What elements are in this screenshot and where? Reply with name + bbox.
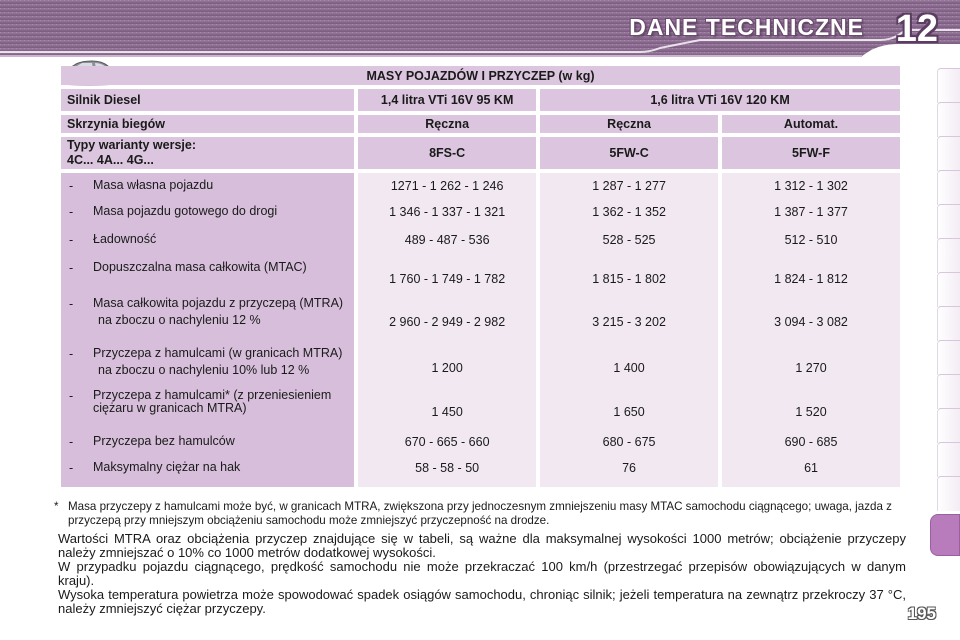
chapter-number: 12 [895, 8, 938, 50]
chapter-tab[interactable] [937, 374, 960, 409]
paragraph-altitude: Wartości MTRA oraz obciążenia przyczep znajdujące się w tabeli, są ważne dla maksymalnej wysokości 1000 metrów; obciążenie przyczepy należy zmniejszać o 10% co 1000 metrów dodatkowej wysokości. [58, 531, 906, 560]
paragraph-speed: W przypadku pojazdu ciągnącego, prędkość samochodu nie może przekraczać 100 km/h (przestrzegać przepisów obowiązujących w danym kraju). [58, 559, 906, 588]
row-dash: - [69, 261, 74, 275]
row-label [69, 261, 346, 297]
table-cell: 1 362 - 1 352 [592, 205, 666, 219]
chapter-tab[interactable] [937, 238, 960, 273]
table-cell: 1 760 - 1 749 - 1 782 [389, 272, 506, 286]
row-dash: - [69, 205, 74, 219]
row-label-text: Przyczepa z hamulcami* (z przeniesieniem ciężaru w granicach MTRA) [93, 388, 332, 415]
table-cell: 3 094 - 3 082 [774, 315, 848, 329]
table-cell: 1 650 [613, 405, 645, 419]
chapter-tab[interactable] [937, 136, 960, 171]
chapter-tab[interactable] [937, 272, 960, 307]
row-dash: - [69, 179, 74, 193]
row-dash: - [69, 461, 74, 475]
table-cell: 1 815 - 1 802 [592, 272, 666, 286]
row-label-text: Przyczepa bez hamulców [93, 434, 235, 448]
row-label [69, 297, 346, 347]
types-label-line-1: Typy warianty wersje: [67, 138, 196, 152]
chapter-tab[interactable] [937, 204, 960, 239]
table-cell: 61 [804, 461, 818, 475]
row-labels [61, 173, 354, 487]
row-label [69, 233, 346, 261]
row-label-text: Dopuszczalna masa całkowita (MTAC) [93, 260, 307, 274]
chapter-tab[interactable] [937, 408, 960, 443]
gearbox-label: Skrzynia biegów [61, 115, 354, 133]
table-cell: 58 - 58 - 50 [415, 461, 480, 475]
chapter-tab-active[interactable] [930, 514, 960, 556]
page-title: DANE TECHNICZNE [629, 14, 864, 40]
table-cell: 3 215 - 3 202 [592, 315, 666, 329]
table-caption: MASY POJAZDÓW I PRZYCZEP (w kg) [61, 66, 900, 85]
chapter-tabs [932, 68, 960, 538]
table-cell: 670 - 665 - 660 [404, 435, 490, 449]
table-cell: 1 824 - 1 812 [774, 272, 848, 286]
type-2: 5FW-C [540, 137, 718, 169]
row-label [69, 347, 346, 389]
table-cell: 680 - 675 [602, 435, 656, 449]
chapter-tab[interactable] [937, 340, 960, 375]
table-cell: 1 346 - 1 337 - 1 321 [389, 205, 506, 219]
table-cell: 1 450 [431, 405, 463, 419]
values-column-2 [540, 173, 718, 487]
row-label [69, 435, 346, 461]
row-label [69, 205, 346, 233]
engine-label: Silnik Diesel [61, 89, 354, 111]
table-cell: 2 960 - 2 949 - 2 982 [389, 315, 506, 329]
table-cell: 489 - 487 - 536 [404, 233, 490, 247]
chapter-tab[interactable] [937, 102, 960, 137]
row-label [69, 179, 346, 205]
chapter-tab[interactable] [937, 306, 960, 341]
table-cell: 1 312 - 1 302 [774, 179, 848, 193]
chapter-tab[interactable] [937, 442, 960, 477]
row-dash: - [69, 435, 74, 449]
gearbox-1: Ręczna [358, 115, 536, 133]
row-label-text: Masa całkowita pojazdu z przyczepą (MTRA) [93, 296, 344, 310]
table-cell: 1 520 [795, 405, 827, 419]
footnote [54, 500, 904, 528]
table-cell: 1271 - 1 262 - 1 246 [390, 179, 504, 193]
paragraph-temperature: Wysoka temperatura powietrza może spowodować spadek osiągów samochodu, chroniąc silnik; jeżeli temperatura na zewnątrz przekroczy 37 °C, należy zmniejszyć ciężar przyczepy. [58, 587, 906, 616]
type-1: 8FS-C [358, 137, 536, 169]
table-cell: 76 [622, 461, 637, 475]
vehicle-mass-table [57, 62, 904, 491]
footnote-marker: * [54, 500, 59, 513]
row-dash: - [69, 389, 74, 403]
gearbox-2: Ręczna [540, 115, 718, 133]
row-label [69, 461, 346, 487]
table-cell: 1 400 [613, 361, 645, 375]
table-cell: 690 - 685 [784, 435, 838, 449]
page-number: 195 [907, 604, 936, 623]
row-label-text: Masa pojazdu gotowego do drogi [93, 204, 278, 218]
table-cell: 1 200 [431, 361, 463, 375]
row-dash: - [69, 347, 74, 361]
row-label-note: na zboczu o nachyleniu 12 % [98, 313, 261, 327]
types-label [61, 137, 354, 169]
values-column-3 [722, 173, 900, 487]
types-label-line-2: 4C... 4A... 4G... [67, 153, 154, 167]
row-label-text: Maksymalny ciężar na hak [93, 460, 241, 474]
table-cell: 1 287 - 1 277 [592, 179, 666, 193]
row-label-note: na zboczu o nachyleniu 10% lub 12 % [98, 363, 310, 377]
footnote-text: Masa przyczepy z hamulcami może być, w granicach MTRA, zwiększona przy jednoczesnym zmniejszeniu masy MTAC samochodu ciągnącego; uwaga, jazda z przyczepą przy mniejszym obciążeniu samochodu może zmniejszyć przyczepność na drodze. [68, 500, 892, 527]
type-3: 5FW-F [722, 137, 900, 169]
row-dash: - [69, 233, 74, 247]
row-dash: - [69, 297, 74, 311]
row-label-text: Ładowność [93, 232, 157, 246]
row-label-text: Przyczepa z hamulcami (w granicach MTRA) [93, 346, 343, 360]
table-cell: 1 387 - 1 377 [774, 205, 848, 219]
row-label-text: Masa własna pojazdu [93, 178, 214, 192]
chapter-tab[interactable] [937, 476, 960, 511]
table-cell: 512 - 510 [784, 233, 838, 247]
engine-2: 1,6 litra VTi 16V 120 KM [540, 89, 900, 111]
row-label [69, 389, 346, 435]
chapter-tab[interactable] [937, 170, 960, 205]
gearbox-3: Automat. [722, 115, 900, 133]
values-column-1 [358, 173, 536, 487]
engine-1: 1,4 litra VTi 16V 95 KM [358, 89, 536, 111]
table-cell: 1 270 [795, 361, 827, 375]
table-cell: 528 - 525 [602, 233, 656, 247]
chapter-tab[interactable] [937, 68, 960, 103]
